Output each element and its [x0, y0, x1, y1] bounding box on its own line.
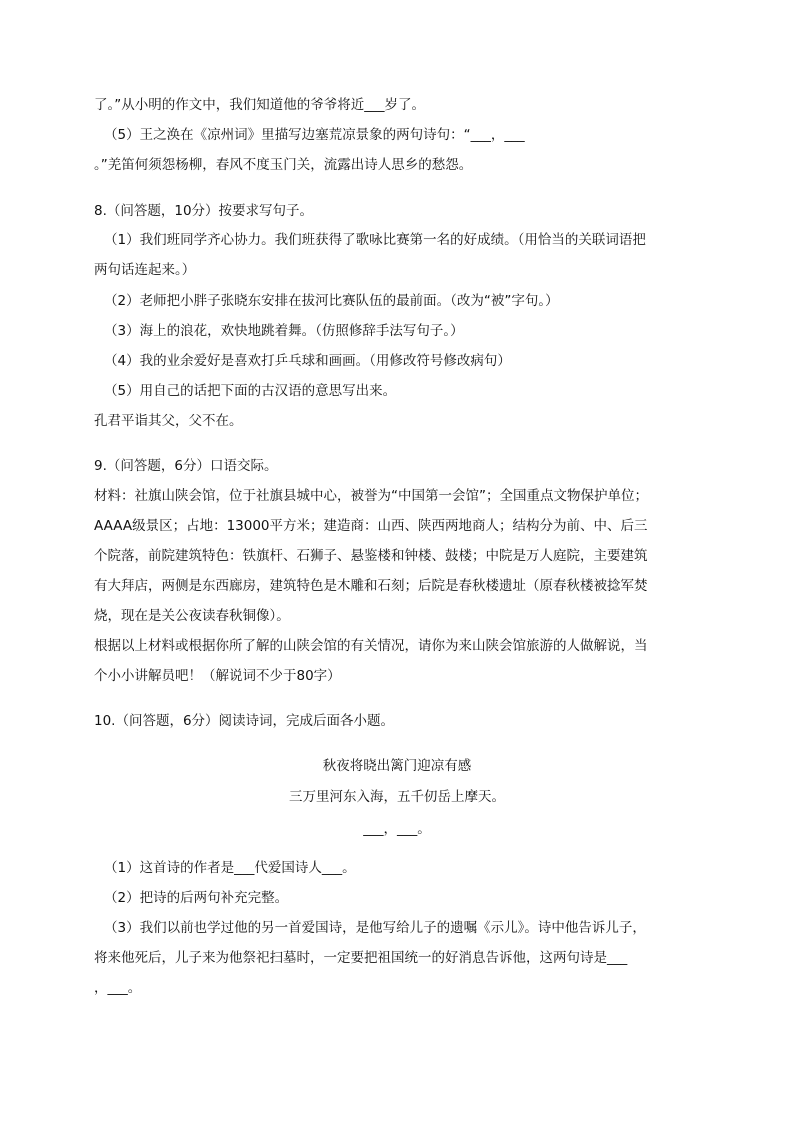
text-line: 根据以上材料或根据你所了解的山陕会馆的有关情况，请你为来山陕会馆旅游的人做解说，当: [94, 638, 648, 654]
text-line: 了。”从小明的作文中，我们知道他的爷爷将近___岁了。: [94, 97, 425, 113]
poem-title: 秋夜将晓出篱门迎凉有感: [322, 758, 472, 774]
question-9-heading: 9.（问答题，6分）口语交际。: [94, 458, 278, 474]
text-line: （3）我们以前也学过他的另一首爱国诗，是他写给儿子的遗嘱《示儿》。诗中他告诉儿子，: [104, 920, 646, 936]
text-line: 。”羌笛何须怨杨柳，春风不度玉门关，流露出诗人思乡的愁怨。: [94, 157, 473, 173]
text-line: ，___。: [94, 980, 142, 996]
text-line: 烧，现在是关公夜读春秋铜像）。: [94, 608, 290, 624]
text-line: （1）这首诗的作者是___代爱国诗人___。: [104, 860, 356, 876]
text-line: 个小小讲解员吧！（解说词不少于80字）: [94, 668, 341, 684]
text-line: （2）把诗的后两句补充完整。: [104, 890, 289, 906]
text-line: 两句话连起来。）: [94, 262, 196, 278]
text-line: AAAA级景区；占地：13000平方米；建造商：山西、陕西两地商人；结构分为前、中、后三: [94, 518, 648, 534]
poem-line: 三万里河东入海，五千仞岳上摩天。: [289, 789, 505, 805]
question-10-heading: 10.（问答题，6分）阅读诗词，完成后面各小题。: [94, 713, 395, 729]
poem-line-blank: ___，___。: [363, 821, 431, 837]
text-line: 孔君平诣其父，父不在。: [94, 413, 243, 429]
text-line: （1）我们班同学齐心协力。我们班获得了歌咏比赛第一名的好成绩。（用恰当的关联词语把: [104, 232, 646, 248]
text-line: 将来他死后，儿子来为他祭祀扫墓时，一定要把祖国统一的好消息告诉他，这两句诗是___: [94, 950, 628, 966]
text-line: （5）王之涣在《凉州词》里描写边塞荒凉景象的两句诗句：“___，___: [104, 127, 525, 143]
text-line: （2）老师把小胖子张晓东安排在拔河比赛队伍的最前面。（改为“被”字句。）: [104, 293, 559, 309]
question-8-heading: 8.（问答题，10分）按要求写句子。: [94, 203, 314, 219]
text-line: 材料：社旗山陕会馆，位于社旗县城中心，被誉为“中国第一会馆”；全国重点文物保护单位；: [94, 488, 648, 504]
text-line: 有大拜店，两侧是东西廊房，建筑特色是木雕和石刻；后院是春秋楼遗址（原春秋楼被捻军焚: [94, 578, 648, 594]
text-line: （4）我的业余爱好是喜欢打乒乓球和画画。（用修改符号修改病句）: [104, 353, 511, 369]
text-line: （5）用自己的话把下面的古汉语的意思写出来。: [104, 383, 397, 399]
text-line: （3）海上的浪花，欢快地跳着舞。（仿照修辞手法写句子。）: [104, 323, 464, 339]
text-line: 个院落，前院建筑特色：铁旗杆、石狮子、悬鉴楼和钟楼、鼓楼；中院是万人庭院，主要建筑: [94, 548, 648, 564]
